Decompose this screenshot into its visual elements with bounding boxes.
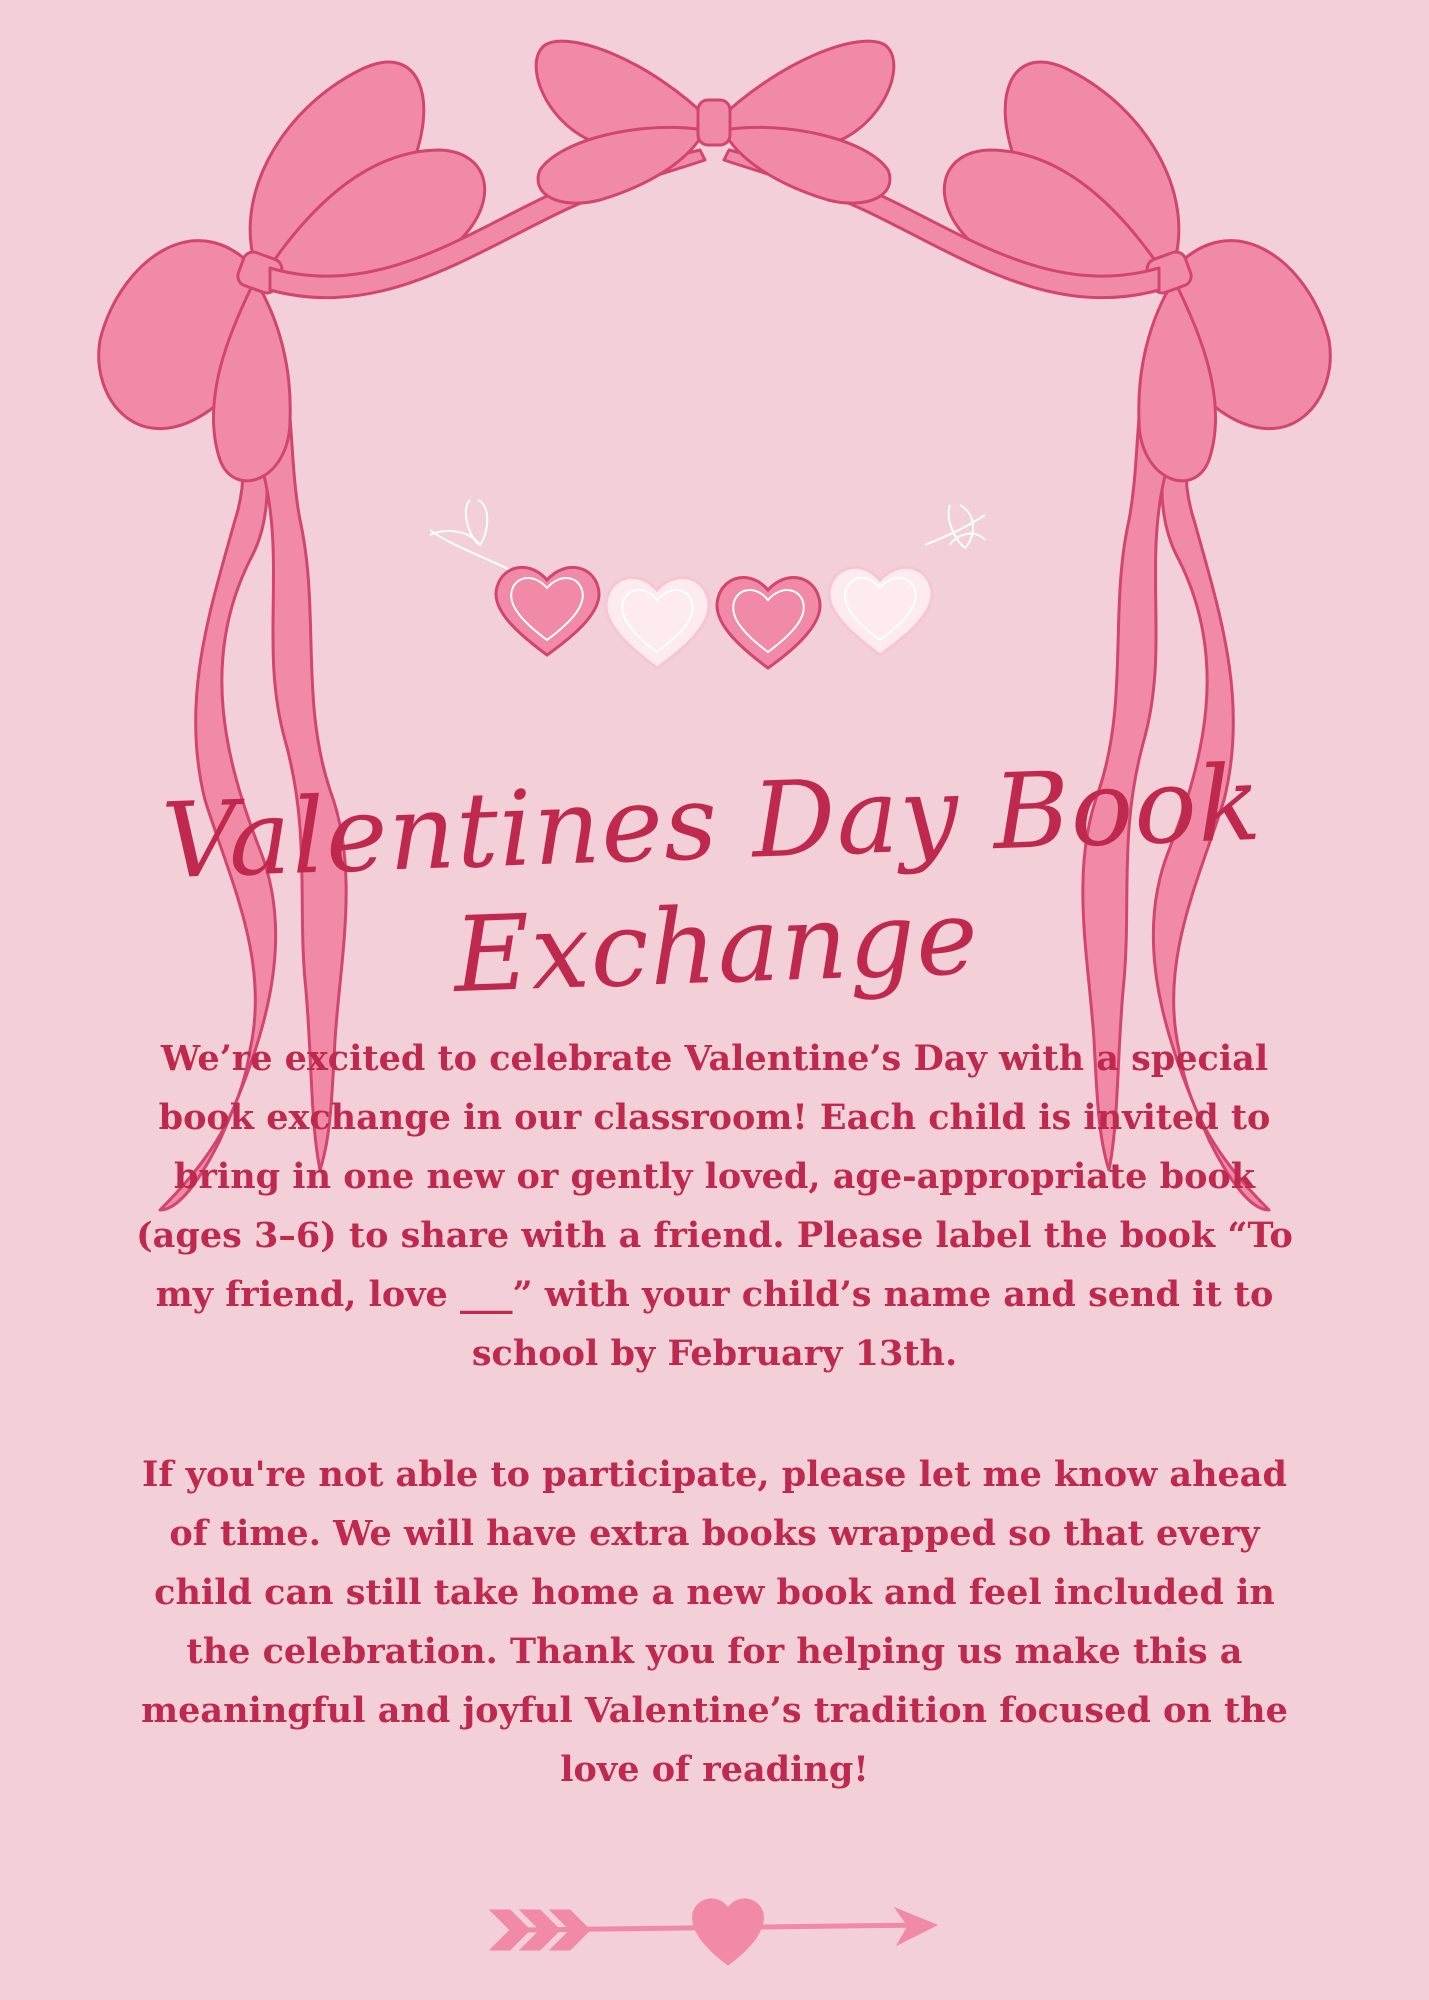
title-line-1: Valentines Day Book bbox=[159, 741, 1264, 902]
flyer-title bbox=[110, 739, 1318, 1029]
top-bow-icon bbox=[536, 41, 894, 203]
paragraph-participation: If you're not able to participate, please let me know ahead of time. We will have extra books wrapped so that every child can still take home a new book and feel included in the celebration. Thank you for helping us make this a meaningful and joyful Valentine’s tradition focused on the love of reading! bbox=[141, 1454, 1288, 1790]
heart-garland-icon bbox=[430, 500, 985, 668]
heart-arrow-icon bbox=[490, 1899, 937, 1965]
paragraph-invitation: We’re excited to celebrate Valentine’s Day with a special book exchange in our classroom! Each child is invited to bring in one new or gently loved, age-appropriate book (ages 3–6) to share with a friend. Please label the book “To my friend, love ___” with your child’s name and send it to school by February 13th. bbox=[136, 1038, 1293, 1374]
title-line-2: Exchange bbox=[451, 875, 981, 1016]
